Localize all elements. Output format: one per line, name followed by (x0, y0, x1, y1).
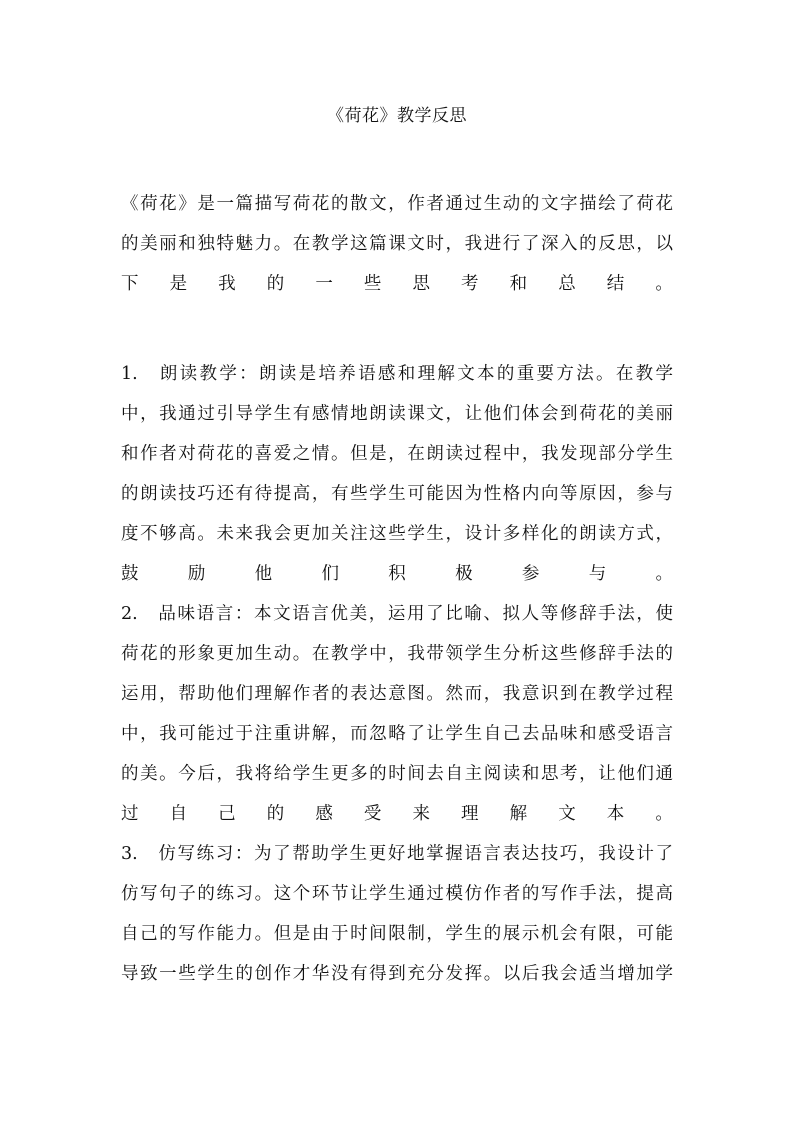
body-line: 和作者对荷花的喜爱之情。但是，在朗读过程中，我发现部分学生 (121, 444, 673, 464)
body-line: 1. 朗读教学：朗读是培养语感和理解文本的重要方法。在教学 (121, 364, 673, 384)
body-line: 仿写句子的练习。这个环节让学生通过模仿作者的写作手法，提高 (121, 884, 673, 904)
body-line: 中，我通过引导学生有感情地朗读课文，让他们体会到荷花的美丽 (121, 404, 673, 424)
body-line: 荷花的形象更加生动。在教学中，我带领学生分析这些修辞手法的 (121, 644, 673, 664)
body-line: 过 自 己 的 感 受 来 理 解 文 本 。 (121, 804, 673, 824)
body-line: 的朗读技巧还有待提高，有些学生可能因为性格内向等原因，参与 (121, 484, 673, 504)
body-line: 度不够高。未来我会更加关注这些学生，设计多样化的朗读方式， (121, 524, 673, 544)
body-line: 自己的写作能力。但是由于时间限制，学生的展示机会有限，可能 (121, 924, 673, 944)
paragraph-gap (121, 304, 673, 354)
body-line: 3. 仿写练习：为了帮助学生更好地掌握语言表达技巧，我设计了 (121, 844, 673, 864)
body-line: 2. 品味语言：本文语言优美，运用了比喻、拟人等修辞手法，使 (121, 604, 673, 624)
body-line: 鼓 励 他 们 积 极 参 与 。 (121, 564, 673, 584)
body-line: 中，我可能过于注重讲解，而忽略了让学生自己去品味和感受语言 (121, 724, 673, 744)
document-title: 《荷花》教学反思 (327, 106, 467, 126)
intro-line: 下 是 我 的 一 些 思 考 和 总 结 。 (121, 274, 673, 294)
body-line: 导致一些学生的创作才华没有得到充分发挥。以后我会适当增加学 (121, 964, 673, 984)
body-line: 运用，帮助他们理解作者的表达意图。然而，我意识到在教学过程 (121, 684, 673, 704)
intro-line: 的美丽和独特魅力。在教学这篇课文时，我进行了深入的反思，以 (121, 234, 673, 254)
intro-line: 《荷花》是一篇描写荷花的散文，作者通过生动的文字描绘了荷花 (121, 194, 673, 214)
body-line: 的美。今后，我将给学生更多的时间去自主阅读和思考，让他们通 (121, 764, 673, 784)
document-body (121, 184, 673, 994)
